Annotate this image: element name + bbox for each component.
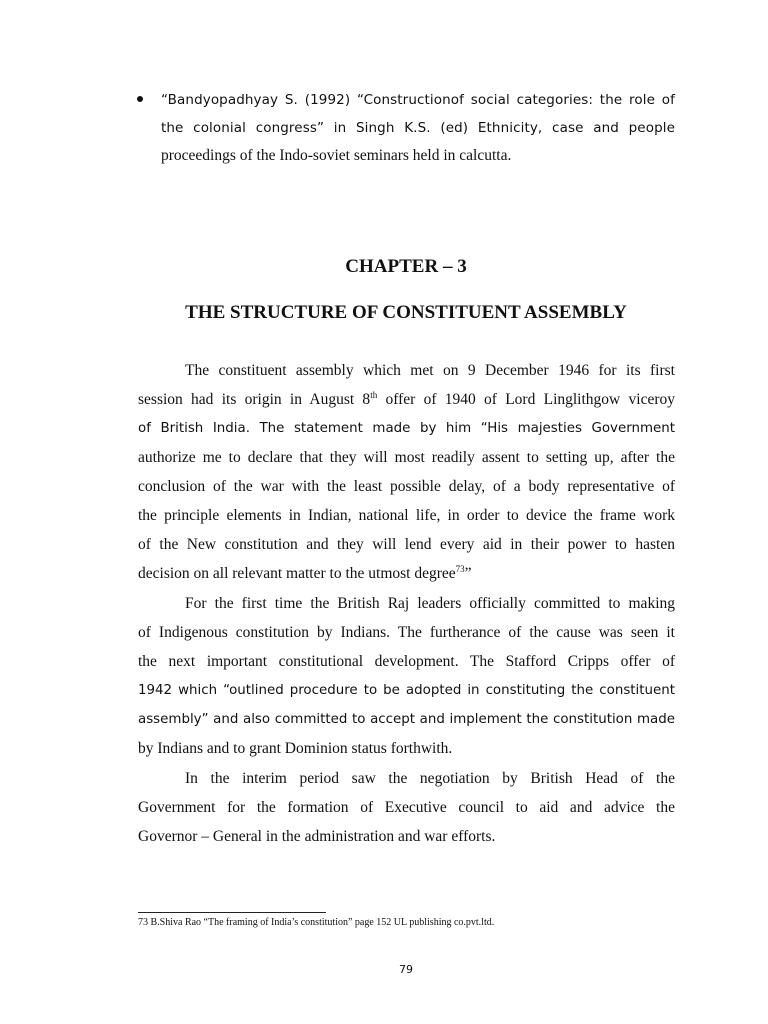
paragraph-line: of Indigenous constitution by Indians. The furtherance of the cause was seen it (138, 624, 675, 641)
paragraph-line: the next important constitutional development. The Stafford Cripps offer of (138, 653, 675, 670)
paragraph-line: the principle elements in Indian, national life, in order to device the frame work (138, 507, 675, 524)
body-paragraph (138, 589, 675, 763)
reference-text (161, 86, 675, 170)
reference-line: the colonial congress” in Singh K.S. (ed) Ethnicity, case and people (161, 120, 675, 136)
paragraph-line: decision on all relevant matter to the utmost degree$^{73}$” (138, 563, 472, 582)
paragraph-line: Governor – General in the administration and war efforts. (138, 828, 496, 845)
superscript-ordinal: th (370, 389, 378, 400)
footnote-number: 73 (138, 917, 148, 928)
footnote (138, 916, 738, 930)
paragraph-line: of British India. The statement made by him “His majesties Government (138, 421, 675, 436)
body-paragraph (138, 356, 675, 588)
paragraph-line: The constituent assembly which met on 9 December 1946 for its first (185, 362, 675, 379)
paragraph-line: assembly” and also committed to accept and implement the constitution made (138, 712, 675, 727)
body-paragraph (138, 764, 675, 851)
footnote-text: B.Shiva Rao “The framing of India’s constitution” page 152 UL publishing co.pvt.ltd. (150, 917, 495, 928)
footnote-divider (138, 912, 326, 913)
paragraph-line: of the New constitution and they will lend every aid in their power to hasten (138, 536, 675, 553)
bullet-icon (137, 96, 143, 102)
reference-line: proceedings of the Indo-soviet seminars held in calcutta. (161, 147, 512, 164)
page-number: 79 (399, 963, 413, 976)
paragraph-line: In the interim period saw the negotiation by British Head of the (185, 770, 675, 787)
footnote-marker: 73 (455, 563, 465, 574)
paragraph-line: session had its origin in August 8th offer of 1940 of Lord Linglithgow viceroy (138, 389, 675, 408)
chapter-number-heading: CHAPTER – 3 (345, 256, 467, 277)
paragraph-line: For the first time the British Raj leaders officially committed to making (185, 595, 675, 612)
paragraph-line: by Indians and to grant Dominion status forthwith. (138, 740, 453, 757)
chapter-title-heading: THE STRUCTURE OF CONSTITUENT ASSEMBLY (185, 302, 627, 323)
reference-line: “Bandyopadhyay S. (1992) “Constructionof social categories: the role of (161, 92, 675, 108)
paragraph-line: Government for the formation of Executive council to aid and advice the (138, 799, 675, 816)
paragraph-line: 1942 which “outlined procedure to be adopted in constituting the constituent (138, 683, 675, 698)
paragraph-line: conclusion of the war with the least possible delay, of a body representative of (138, 478, 675, 495)
paragraph-line: authorize me to declare that they will most readily assent to setting up, after the (138, 449, 675, 466)
